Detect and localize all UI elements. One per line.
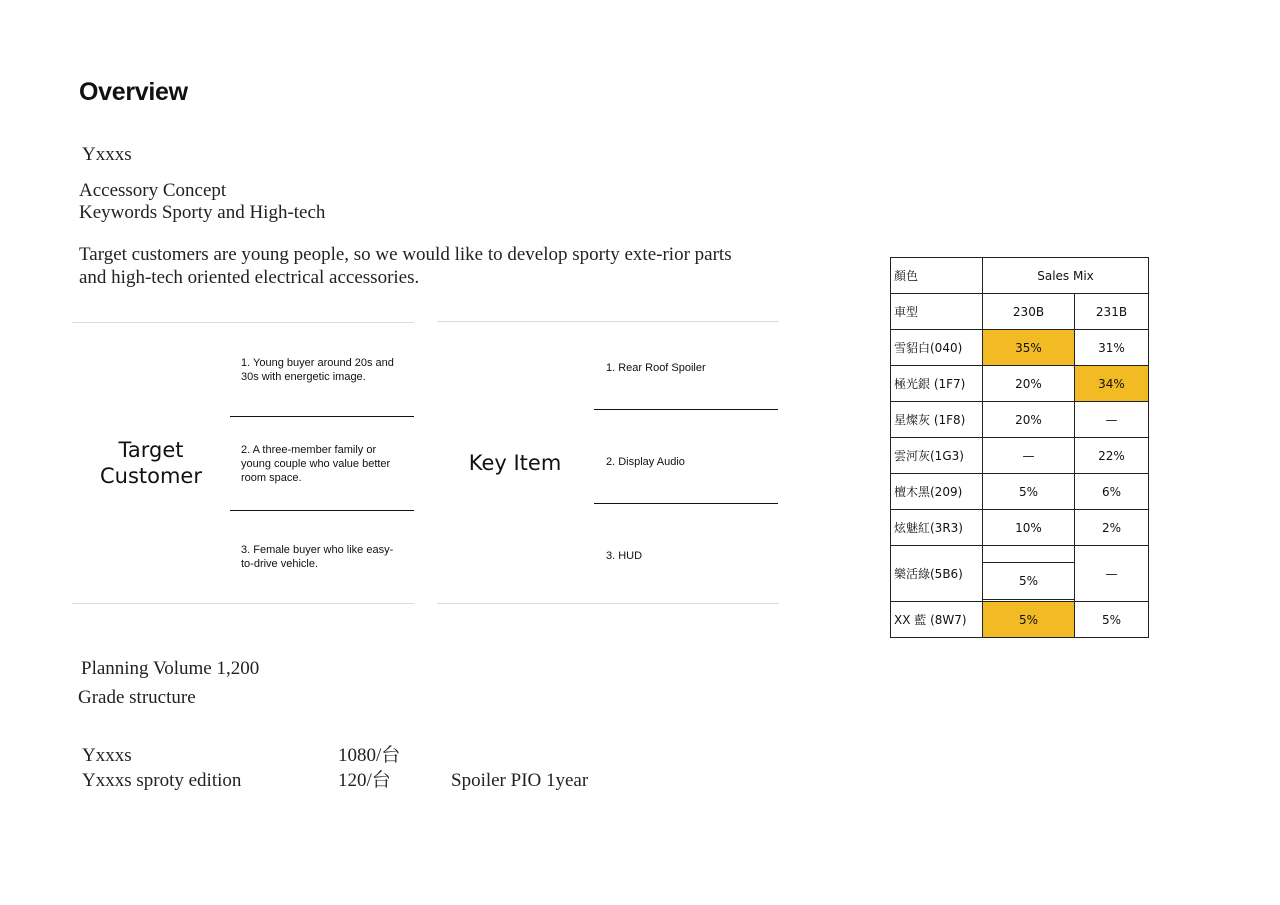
grade-note: Spoiler PIO 1year	[451, 770, 589, 791]
table-row	[891, 510, 1149, 546]
table-cell: 雪貂白(040)	[891, 330, 983, 366]
table-row	[891, 366, 1149, 402]
grade-name: Yxxxs sproty edition	[82, 770, 242, 791]
table-cell: —	[1075, 402, 1149, 438]
model-name: Yxxxs	[82, 144, 132, 165]
table-row	[891, 402, 1149, 438]
table-row	[891, 602, 1149, 638]
divider	[437, 321, 779, 322]
table-cell: 2%	[1075, 510, 1149, 546]
table-cell: 10%	[983, 510, 1075, 546]
table-cell: 5%	[983, 474, 1075, 510]
keywords-line: Keywords Sporty and High-tech	[79, 202, 326, 223]
table-row	[891, 474, 1149, 510]
target-customer-label: Target Customer	[99, 438, 202, 488]
divider	[594, 409, 778, 410]
table-row	[891, 438, 1149, 474]
table-cell	[983, 546, 1075, 602]
grade-qty: 120/台	[338, 770, 391, 791]
table-cell: XX 藍 (8W7)	[891, 602, 983, 638]
target-customer-item: 1. Young buyer around 20s and 30s with energetic image.	[241, 357, 394, 383]
intro-paragraph: Target customers are young people, so we would like to develop sporty exte-rior parts and high-tech oriented electrical accessories.	[79, 244, 732, 288]
table-cell: 34%	[1075, 366, 1149, 402]
table-cell-value: 5%	[982, 562, 1075, 600]
divider	[230, 416, 414, 417]
table-row	[891, 330, 1149, 366]
divider	[594, 503, 778, 504]
table-header-cell: Sales Mix	[983, 258, 1149, 294]
table-header-cell: 車型	[891, 294, 983, 330]
table-cell: —	[1075, 546, 1149, 602]
table-cell: 檀木黑(209)	[891, 474, 983, 510]
key-item: 1. Rear Roof Spoiler	[606, 362, 706, 374]
grade-structure-heading: Grade structure	[78, 687, 196, 708]
grade-name: Yxxxs	[82, 745, 132, 766]
table-cell: —	[983, 438, 1075, 474]
table-header-cell: 顏色	[891, 258, 983, 294]
planning-volume: Planning Volume 1,200	[81, 658, 260, 679]
sales-mix-table	[890, 257, 1149, 638]
target-customer-item: 3. Female buyer who like easy-to-drive vehicle.	[241, 544, 394, 570]
table-cell: 35%	[983, 330, 1075, 366]
divider	[72, 322, 414, 323]
table-row	[891, 546, 1149, 602]
accessory-concept-heading: Accessory Concept	[79, 180, 227, 201]
target-customer-item: 2. A three-member family or young couple who value better room space.	[241, 444, 391, 484]
table-cell: 22%	[1075, 438, 1149, 474]
divider	[437, 603, 779, 604]
table-cell: 炫魅紅(3R3)	[891, 510, 983, 546]
table-cell: 20%	[983, 402, 1075, 438]
table-cell: 星燦灰 (1F8)	[891, 402, 983, 438]
table-cell: 20%	[983, 366, 1075, 402]
divider	[230, 510, 414, 511]
key-item: 2. Display Audio	[606, 456, 685, 468]
table-header-cell: 230B	[983, 294, 1075, 330]
table-cell: 樂活綠(5B6)	[891, 546, 983, 602]
table-header-cell: 231B	[1075, 294, 1149, 330]
table-cell: 5%	[983, 602, 1075, 638]
divider	[72, 603, 414, 604]
table-cell: 雲河灰(1G3)	[891, 438, 983, 474]
table-cell: 6%	[1075, 474, 1149, 510]
table-row	[891, 294, 1149, 330]
table-cell: 31%	[1075, 330, 1149, 366]
grade-qty: 1080/台	[338, 745, 401, 766]
page-title: Overview	[79, 78, 188, 106]
key-item-label: Key Item	[468, 451, 562, 475]
table-row	[891, 258, 1149, 294]
table-cell: 5%	[1075, 602, 1149, 638]
table-cell: 極光銀 (1F7)	[891, 366, 983, 402]
key-item: 3. HUD	[606, 550, 643, 562]
